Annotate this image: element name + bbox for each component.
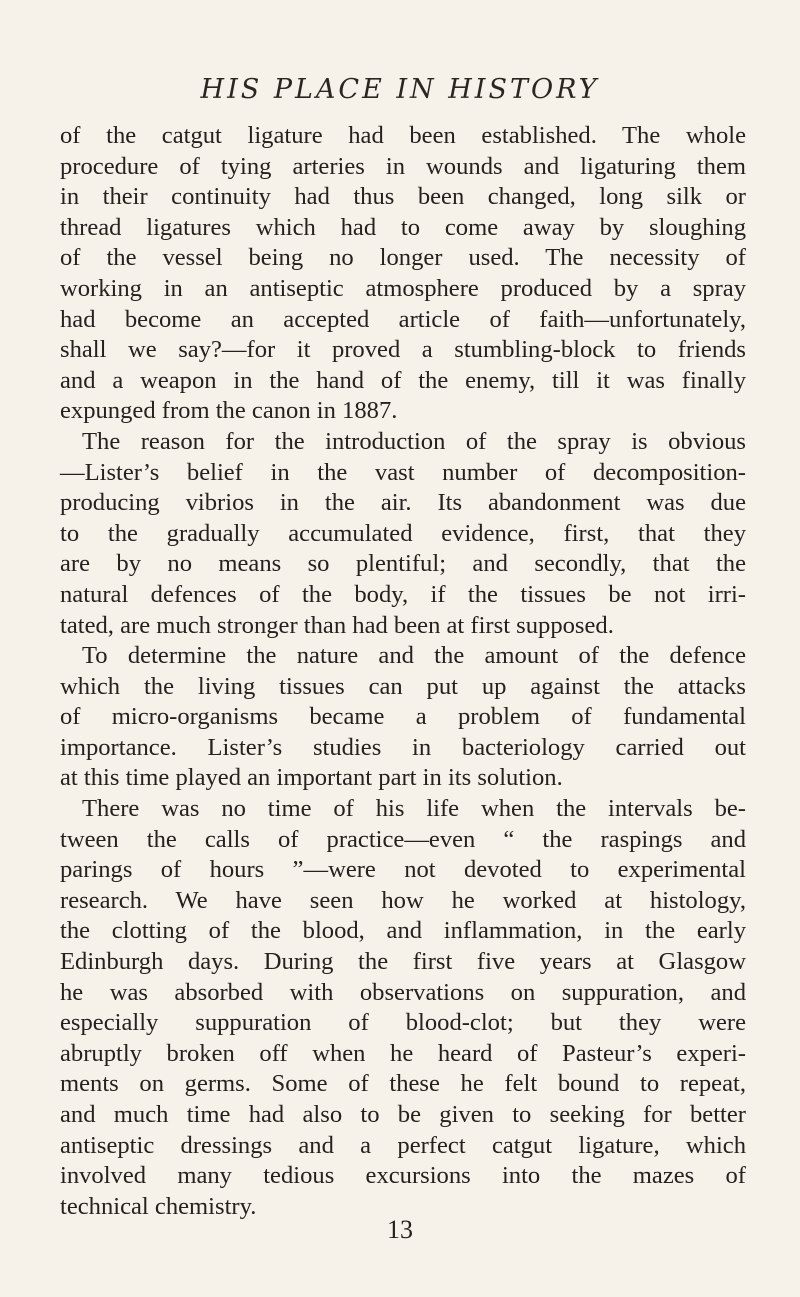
text-line: antiseptic dressings and a perfect catgut ligature, which [60,1131,746,1159]
text-line: shall we say?—for it proved a stumbling-block to friends [60,336,746,364]
text-line: are by no means so plentiful; and secondly, that the [60,550,746,578]
text-line: procedure of tying arteries in wounds and ligaturing them [60,152,746,180]
text-line: to the gradually accumulated evidence, first, that they [60,519,746,547]
text-line: parings of hours ”—were not devoted to experimental [60,856,746,884]
text-line: working in an antiseptic atmosphere produced by a spray [60,274,746,302]
text-line: —Lister’s belief in the vast number of decomposition- [60,458,746,486]
text-line: Edinburgh days. During the first five years at Glasgow [60,948,746,976]
text-line: There was no time of his life when the intervals be- [82,795,746,823]
text-line: especially suppuration of blood-clot; but they were [60,1009,746,1037]
text-line: he was absorbed with observations on suppuration, and [60,978,746,1006]
text-line: and much time had also to be given to seeking for better [60,1101,746,1128]
text-line: research. We have seen how he worked at histology, [60,886,746,914]
text-line: importance. Lister’s studies in bacteriology carried out [60,733,746,761]
text-line: the clotting of the blood, and inflammation, in the early [60,917,746,945]
running-head: HIS PLACE IN HISTORY [200,74,600,105]
text-line: involved many tedious excursions into the mazes of [60,1162,746,1190]
text-line: expunged from the canon in 1887. [60,397,398,425]
text-line: natural defences of the body, if the tissues be not irri- [60,580,746,608]
body-text [60,121,746,1222]
text-line: technical chemistry. [60,1192,257,1220]
text-line: To determine the nature and the amount of the defence [82,642,746,670]
text-line: ments on germs. Some of these he felt bound to repeat, [60,1070,746,1098]
text-line: of the vessel being no longer used. The necessity of [60,244,746,272]
text-line: producing vibrios in the air. Its abandonment was due [60,489,746,517]
text-line: of micro-organisms became a problem of fundamental [60,703,746,731]
text-line: in their continuity had thus been changed, long silk or [60,183,746,211]
text-line: abruptly broken off when he heard of Pasteur’s experi- [60,1039,746,1067]
text-line: The reason for the introduction of the spray is obvious [82,427,746,455]
text-line: which the living tissues can put up against the attacks [60,672,746,700]
text-line: and a weapon in the hand of the enemy, till it was finally [60,366,746,394]
text-line: tween the calls of practice—even “ the raspings and [60,825,746,853]
text-line: thread ligatures which had to come away by sloughing [60,213,746,241]
page-number: 13 [387,1215,413,1244]
text-line: at this time played an important part in its solution. [60,764,563,792]
text-line: had become an accepted article of faith—unfortunately, [60,305,746,333]
text-line: tated, are much stronger than had been at first supposed. [60,611,614,639]
text-line: of the catgut ligature had been established. The whole [60,122,746,149]
